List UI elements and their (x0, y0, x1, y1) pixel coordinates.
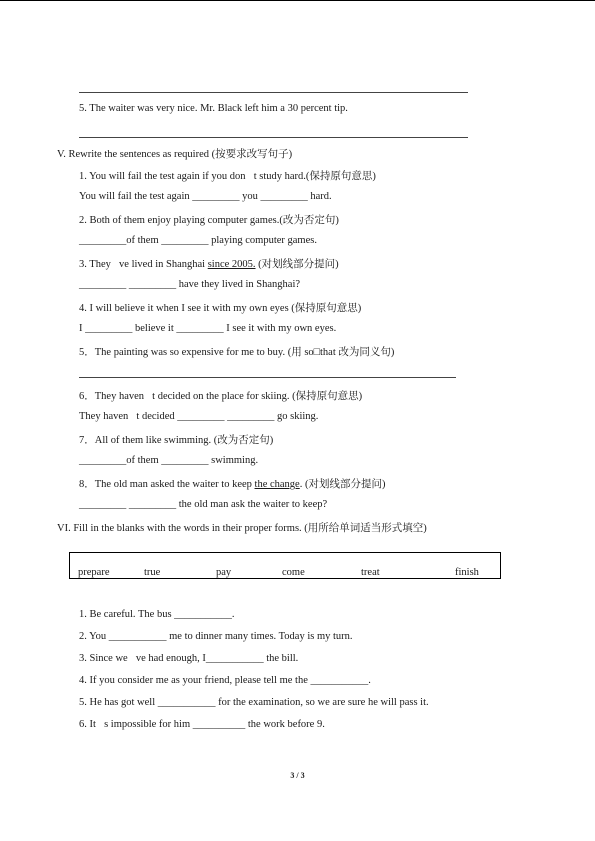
part5-question-3 (79, 256, 339, 271)
word-bank-item: finish (455, 567, 479, 578)
question-text: 3. They ve lived in Shanghai (79, 259, 208, 270)
question-text: 8．The old man asked the waiter to keep (79, 479, 255, 490)
part6-question-5: 5. He has got well ___________ for the examination, so we are sure he will pass it. (79, 697, 429, 708)
part6-question-3: 3. Since we ve had enough, I___________ the bill. (79, 653, 299, 664)
question-instruction: (对划线部分提问) (255, 259, 339, 270)
part5-question-6: 6．They haven t decided on the place for skiing. (保持原句意思) (79, 391, 363, 402)
part5-question-4: 4. I will believe it when I see it with my own eyes (保持原句意思) (79, 303, 362, 314)
part5-question-8 (79, 476, 385, 491)
part6-question-4: 4. If you consider me as your friend, please tell me the ___________. (79, 675, 371, 686)
underlined-part: since 2005. (207, 259, 256, 270)
part5-question-7: 7．All of them like swimming. (改为否定句) (79, 435, 274, 446)
part5-answer-8: _________ _________ the old man ask the waiter to keep? (79, 499, 328, 510)
answer-line (79, 137, 468, 138)
word-bank-item: come (282, 567, 305, 578)
word-bank-item: true (144, 567, 161, 578)
part5-answer-6: They haven t decided _________ _________ go skiing. (79, 411, 319, 422)
part5-answer-1: You will fail the test again _________ you _________ hard. (79, 191, 332, 202)
question-instruction: . (对划线部分提问) (299, 479, 386, 490)
page-top-border (0, 0, 595, 1)
part5-answer-2: _________of them _________ playing computer games. (79, 235, 317, 246)
part5-question-2: 2. Both of them enjoy playing computer games.(改为否定句) (79, 215, 339, 226)
part5-answer-3: _________ _________ have they lived in Shanghai? (79, 279, 301, 290)
part6-question-1: 1. Be careful. The bus ___________. (79, 609, 235, 620)
part4-question-5: 5. The waiter was very nice. Mr. Black left him a 30 percent tip. (79, 103, 348, 114)
word-bank-item: treat (361, 567, 380, 578)
part5-question-1: 1. You will fail the test again if you don t study hard.(保持原句意思) (79, 171, 376, 182)
part6-question-2: 2. You ___________ me to dinner many times. Today is my turn. (79, 631, 353, 642)
part5-answer-4: I _________ believe it _________ I see it with my own eyes. (79, 323, 337, 334)
section-heading-v: V. Rewrite the sentences as required (按要求改写句子) (57, 149, 293, 160)
word-bank-item: prepare (78, 567, 110, 578)
word-bank (69, 552, 501, 579)
part5-question-5: 5．The painting was so expensive for me to buy. (用 so□that 改为同义句) (79, 347, 395, 358)
answer-line (79, 377, 456, 378)
page-number: 3 / 3 (290, 771, 305, 780)
section-heading-vi: VI. Fill in the blanks with the words in their proper forms. (用所给单词适当形式填空) (57, 523, 427, 534)
part5-answer-7: _________of them _________ swimming. (79, 455, 259, 466)
word-bank-item: pay (216, 567, 232, 578)
answer-line (79, 92, 468, 93)
part6-question-6: 6. It s impossible for him __________ the work before 9. (79, 719, 325, 730)
underlined-part: the change (254, 479, 300, 490)
